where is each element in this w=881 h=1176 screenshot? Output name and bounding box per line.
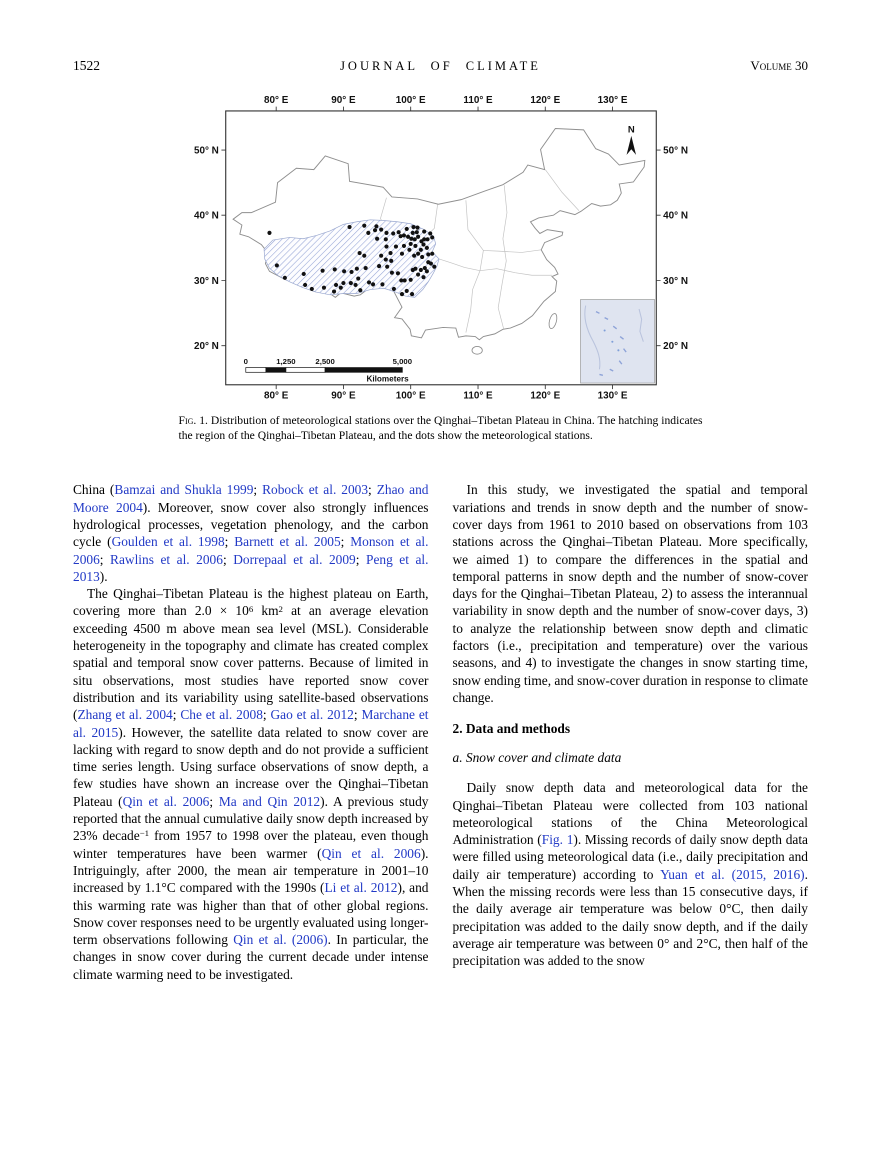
scale-tick-label: 5,000 (392, 357, 412, 367)
station-dot (399, 252, 403, 256)
paragraph (453, 481, 809, 706)
station-dot (416, 252, 420, 256)
station-dot (383, 258, 387, 262)
text-segment: In this study, we investigated the spatial and temporal variations and trends in snow depth and the number of snow-cover days from 1961 to 2010 based on observations from 103 stations across the Qinghai–Tibetan Plateau. More specifically, we aimed 1) to compare the differences in the spatial and temporal patterns in snow depth and the number of snow-cover days for the Qinghai–Tibetan Plateau, 2) to assess the interannual variability in snow depth and the number of snow-cover days, 3) to analyze the relationship between snow depth and climatic factors (i.e., precipitation and temperature) over the various seasons, and 4) to investigate the changes in snow starting time, snow ending time, and snow-cover duration in response to climate change. (452, 482, 809, 705)
axis-label: 80° E (263, 390, 288, 402)
station-dot (407, 248, 411, 252)
station-dot (366, 231, 370, 235)
station-dot (341, 281, 345, 285)
station-dot (412, 254, 416, 258)
axis-label: 30° N (662, 275, 688, 287)
scale-tick-label: 0 (243, 357, 248, 367)
text-segment: ). Intriguingly, after 2000, the mean air temperature in 2001–10 increased by 1.1°C compared with the 1990s ( (73, 845, 429, 896)
station-dot (416, 235, 420, 239)
station-dot (421, 275, 425, 279)
station-dot (362, 224, 366, 228)
station-dot (424, 246, 428, 250)
text-segment: ; (353, 707, 362, 723)
station-dot (370, 282, 374, 286)
station-dot (333, 283, 337, 287)
axis-label: 100° E (395, 390, 426, 402)
station-dot (348, 281, 352, 285)
station-dot (331, 289, 335, 293)
station-dot (357, 251, 361, 255)
text-segment: ), and this warming rate was higher than that of other global regions. Snow cover responses need to be urgently evaluated using longer-term observations following (73, 880, 429, 948)
text-segment: ). Missing records of daily snow depth data were filled using meteorological data (i.e., daily precipitation and daily air temperature) according to (452, 832, 809, 882)
paragraph (73, 481, 429, 585)
north-arrow-icon (626, 124, 635, 154)
station-dot (309, 287, 313, 291)
citation-link[interactable]: Barnett et al. 2005 (234, 534, 341, 550)
station-dot (412, 237, 416, 241)
text-segment: km (253, 603, 279, 619)
axis-label: 90° E (330, 95, 356, 107)
station-dot (401, 244, 405, 248)
inset-map (580, 300, 654, 384)
station-dot (413, 267, 417, 271)
station-dot (332, 267, 336, 271)
citation-link[interactable]: Che et al. 2008 (180, 707, 263, 723)
station-dot (353, 283, 357, 287)
text-segment: ; (224, 534, 235, 550)
section-heading: 2. Data and methods (452, 721, 571, 737)
text-segment: ). However, the satellite data related to snow cover are lacking with regard to snow depth and do not provide a sufficient time series length. Using surface observations of snow depth, a few studies have shown an increase over the Qinghai–Tibetan Plateau ( (73, 724, 429, 809)
citation-link[interactable]: Bamzai and Shukla 1999 (114, 482, 254, 498)
station-dot (396, 230, 400, 234)
figure-caption (179, 413, 703, 443)
citation-link[interactable]: Rawlins et al. 2006 (110, 551, 223, 567)
station-dot (384, 245, 388, 249)
axis-label: 20° N (662, 341, 688, 353)
station-dot (384, 231, 388, 235)
station-dot (430, 235, 434, 239)
hainan-island (472, 346, 482, 354)
station-dot (399, 292, 403, 296)
paragraph (73, 585, 429, 983)
citation-link[interactable]: Monson et al. 2006 (73, 534, 429, 567)
text-segment: ; (172, 707, 181, 723)
station-dot (411, 225, 415, 229)
station-dot (391, 287, 395, 291)
text-segment: ; (355, 551, 366, 567)
superscript: −1 (139, 828, 150, 839)
axis-label: 130° E (597, 390, 627, 402)
station-dot (410, 231, 414, 235)
citation-link[interactable]: Qin et al. 2006 (122, 793, 210, 809)
station-dot (375, 237, 379, 241)
text-segment: Daily snow depth data and meteorological data for the Qinghai–Tibetan Plateau were collected from 103 national meteorological stations of the China Meteorological Administration ( (452, 780, 808, 848)
station-dot (356, 276, 360, 280)
station-dot (338, 286, 342, 290)
text-segment: ). (99, 568, 108, 584)
text-segment: ; (99, 551, 111, 567)
axis-label: 50° N (193, 145, 219, 157)
north-arrow-label: N (627, 124, 635, 136)
page-number: 1522 (73, 58, 100, 73)
station-dot (414, 230, 418, 234)
station-dot (410, 292, 414, 296)
station-dot (379, 254, 383, 258)
axis-label: 50° N (662, 145, 688, 157)
left-column (73, 481, 429, 983)
citation-link[interactable]: Robock et al. 2003 (262, 482, 369, 498)
axis-label: 130° E (597, 95, 627, 107)
scale-tick-label: 2,500 (314, 357, 335, 367)
station-dot (418, 248, 422, 252)
station-dot (408, 242, 412, 246)
station-dot (379, 228, 383, 232)
text-segment: at an average elevation exceeding 4500 m above mean sea level (MSL). Considerable heterogeneity in the topography and climate has created complex spatial and temporal snow cover patterns. Because of limited in situ observations, most studies have reported snow cover distribution and its variability using satellite-based observations ( (73, 603, 429, 723)
axis-label: 120° E (529, 95, 560, 107)
station-dot (404, 227, 408, 231)
citation-link[interactable]: Yuan et al. (2015, 2016) (660, 866, 805, 882)
scale-bar (243, 357, 411, 383)
station-dot (372, 228, 376, 232)
body-text (0, 481, 881, 983)
citation-link[interactable]: Peng et al. 2013 (73, 551, 429, 584)
station-dot (347, 225, 351, 229)
station-dot (385, 265, 389, 269)
station-dot (401, 233, 405, 237)
station-dot (362, 254, 366, 258)
station-dot (388, 251, 392, 255)
text-segment: ; (340, 534, 351, 550)
citation-link[interactable]: Dorrepaal et al. 2009 (233, 551, 356, 567)
page-header (0, 0, 881, 74)
station-dot (303, 283, 307, 287)
station-dot (349, 270, 353, 274)
text-segment: China ( (73, 482, 115, 498)
axis-label: 40° N (662, 210, 688, 222)
station-dot (420, 255, 424, 259)
text-segment: ; (209, 793, 219, 809)
station-dot (321, 286, 325, 290)
station-dot (389, 259, 393, 263)
axis-label: 100° E (395, 95, 426, 107)
station-dot (380, 282, 384, 286)
station-dot (432, 265, 436, 269)
right-column (453, 481, 809, 983)
figure-caption-label: Fig. 1. (178, 414, 208, 427)
station-dot (428, 261, 432, 265)
station-dot (415, 226, 419, 230)
station-dot (342, 269, 346, 273)
citation-link[interactable]: Fig. 1 (541, 832, 574, 848)
station-dot (363, 266, 367, 270)
citation-link[interactable]: Li et al. 2012 (324, 880, 398, 896)
citation-link[interactable]: Qin et al. (2006) (233, 932, 328, 948)
citation-link[interactable]: Marchane et al. 2015 (73, 707, 429, 740)
station-dot (354, 267, 358, 271)
taiwan-island (547, 313, 558, 330)
scale-tick-label: 1,250 (275, 357, 296, 367)
station-dot (422, 230, 426, 234)
text-segment: . When the missing records were less than 15 consecutive days, if the daily average air temperature was below 0°C, then daily precipitation was added to the daily snow depth, and if the daily average air temperature was between 0° and 2°C, then half of the precipitation was added to the snow (452, 866, 808, 969)
station-dot (366, 280, 370, 284)
station-dot (395, 271, 399, 275)
journal-title: JOURNAL OF CLIMATE (340, 59, 541, 73)
station-dot (320, 269, 324, 273)
scale-unit-label: Kilometers (365, 374, 409, 384)
station-dot (389, 271, 393, 275)
subsection-heading: a. Snow cover and climate data (452, 750, 622, 766)
station-dot (377, 264, 381, 268)
station-dot (301, 272, 305, 276)
text-segment: ; (368, 482, 377, 498)
station-dot (428, 231, 432, 235)
superscript: 2 (278, 603, 283, 614)
station-dot (424, 269, 428, 273)
station-dot (274, 263, 278, 267)
station-dot (393, 245, 397, 249)
station-dot (383, 237, 387, 241)
citation-link[interactable]: Ma and Qin 2012 (218, 793, 321, 809)
station-dot (267, 231, 271, 235)
text-segment: ). A previous study reported that the annual cumulative daily snow depth increased by 23% decade (73, 793, 429, 844)
axis-label: 20° N (193, 341, 219, 353)
citation-link[interactable]: Zhang et al. 2004 (77, 707, 173, 723)
text-segment: ; (262, 707, 271, 723)
axis-label: 90° E (330, 390, 356, 402)
text-segment: ; (222, 551, 234, 567)
axis-label: 110° E (462, 95, 493, 107)
station-dot (408, 278, 412, 282)
axis-label: 40° N (193, 210, 219, 222)
station-dot (374, 224, 378, 228)
superscript: 6 (248, 603, 254, 614)
text-segment: . In particular, the changes in snow cover during the current decade under intense climate warming need to be investigated. (73, 932, 429, 982)
axis-label: 30° N (193, 275, 219, 287)
station-dot (418, 268, 422, 272)
station-dot (404, 289, 408, 293)
figure-caption-text: Distribution of meteorological stations over the Qinghai–Tibetan Plateau in China. The hatching indicates the region of the Qinghai–Tibetan Plateau, and the dots show the meteorological stations. (178, 414, 703, 443)
paragraph (453, 779, 809, 969)
station-dot (358, 288, 362, 292)
station-dot (421, 243, 425, 247)
station-dot (413, 244, 417, 248)
axis-label: 80° E (263, 95, 288, 107)
volume-label: Volume 30 (750, 58, 808, 73)
station-dot (425, 237, 429, 241)
text-segment: ). Moreover, snow cover also strongly influences hydrological processes, vegetation phenology, and the carbon cycle ( (73, 499, 429, 550)
station-dot (391, 231, 395, 235)
text-segment: from 1957 to 1998 over the plateau, even though winter temperatures have been warmer ( (73, 828, 429, 861)
text-segment: The Qinghai–Tibetan Plateau is the highest plateau on Earth, covering more than 2.0 × 10 (73, 586, 429, 619)
figure-1 (0, 92, 881, 443)
axis-label: 120° E (529, 390, 560, 402)
citation-link[interactable]: Gao et al. 2012 (270, 707, 354, 723)
station-dot (282, 276, 286, 280)
station-dot (416, 272, 420, 276)
text-segment: ; (253, 482, 263, 498)
station-dot (402, 278, 406, 282)
axis-label: 110° E (462, 390, 493, 402)
citation-link[interactable]: Qin et al. 2006 (321, 845, 421, 861)
station-map (191, 92, 691, 402)
station-dot (430, 252, 434, 256)
citation-link[interactable]: Goulden et al. 1998 (111, 534, 225, 550)
station-dot (426, 252, 430, 256)
citation-link[interactable]: Zhao and Moore 2004 (73, 482, 429, 515)
